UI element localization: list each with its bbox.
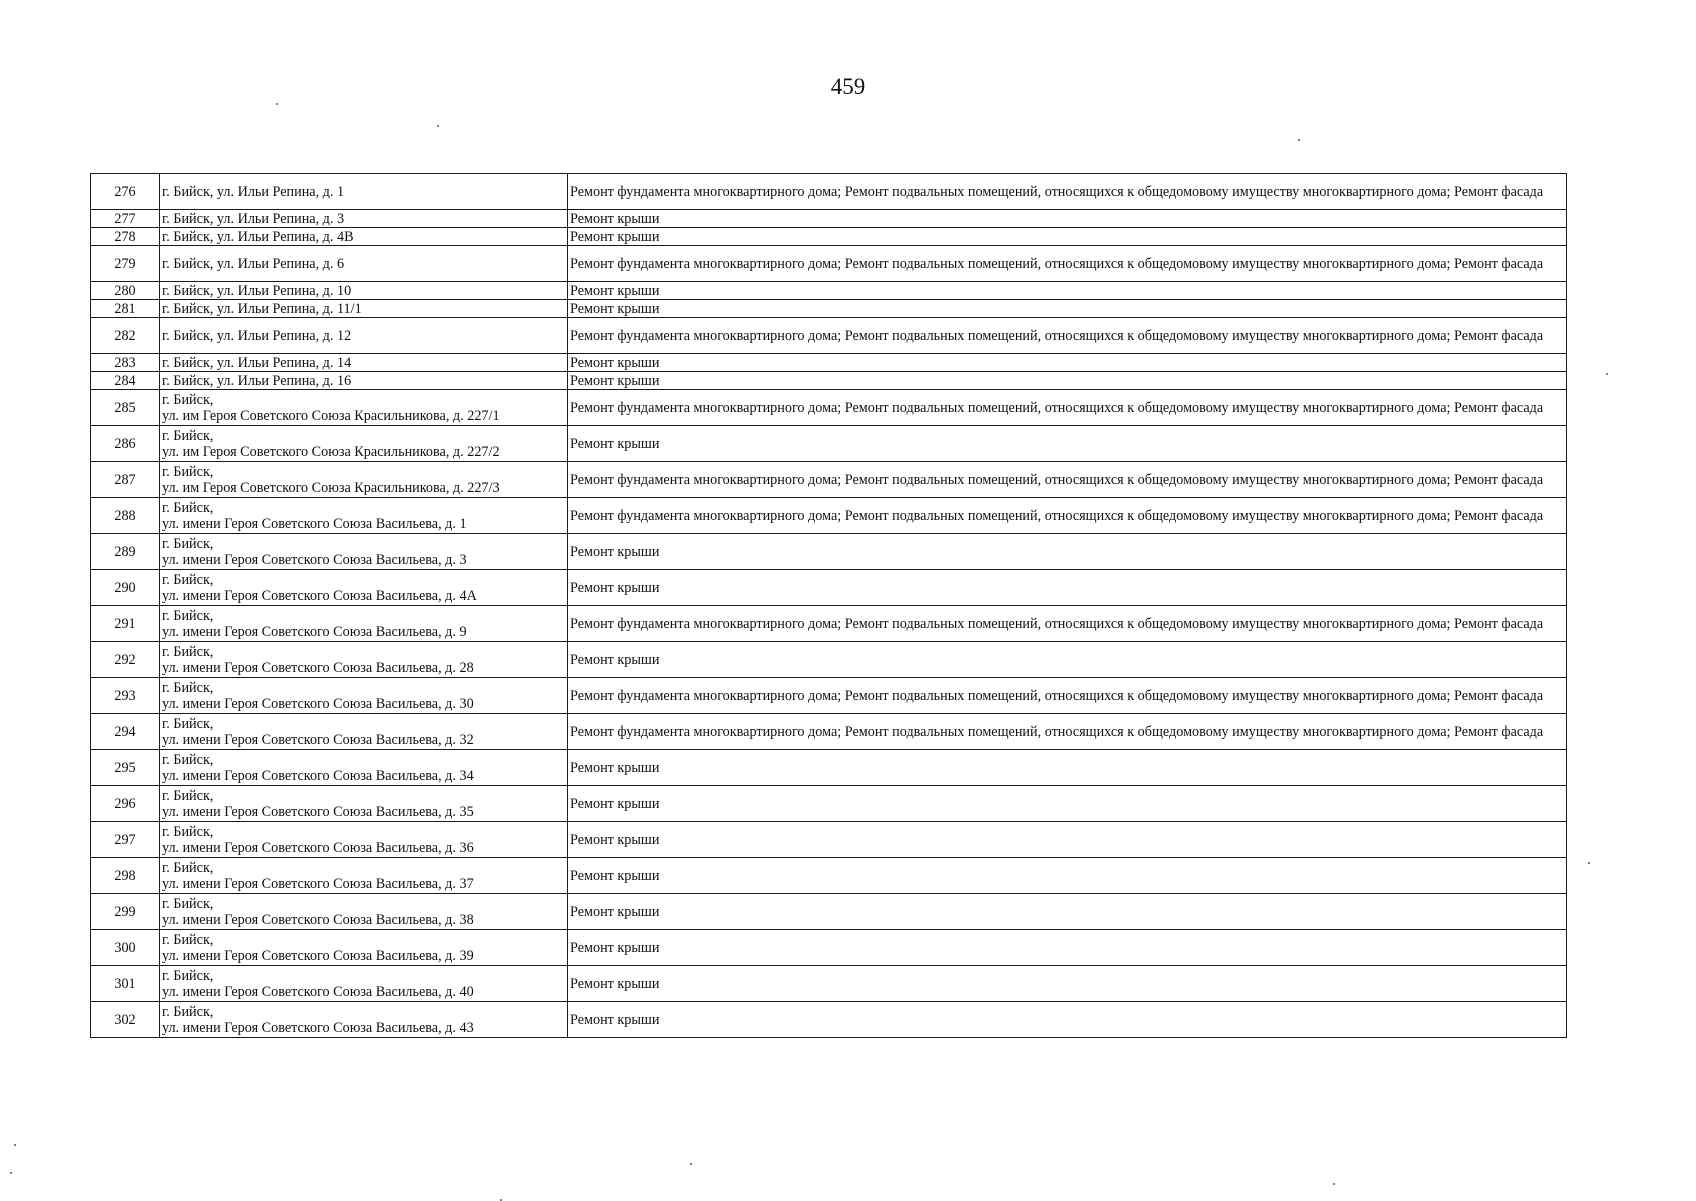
table-row xyxy=(91,966,1567,1002)
work-type-cell: Ремонт крыши xyxy=(568,426,1567,462)
table-row xyxy=(91,570,1567,606)
work-type-cell: Ремонт фундамента многоквартирного дома; Ремонт подвальных помещений, относящихся к общедомовому имуществу многоквартирного дома; Ремонт фасада xyxy=(568,678,1567,714)
address-line: г. Бийск, xyxy=(162,931,214,948)
address-line: ул. имени Героя Советского Союза Васильева, д. 34 xyxy=(162,767,474,784)
address-line: ул. имени Героя Советского Союза Васильева, д. 35 xyxy=(162,803,474,820)
table-row xyxy=(91,390,1567,426)
row-number: 282 xyxy=(91,318,160,354)
row-number: 291 xyxy=(91,606,160,642)
address-cell xyxy=(160,750,568,786)
table-row xyxy=(91,786,1567,822)
work-type-cell: Ремонт крыши xyxy=(568,300,1567,318)
row-number: 294 xyxy=(91,714,160,750)
table-row xyxy=(91,534,1567,570)
work-type-cell: Ремонт крыши xyxy=(568,570,1567,606)
address-line: г. Бийск, ул. Ильи Репина, д. 14 xyxy=(162,354,352,371)
repair-list-table xyxy=(90,173,1567,1038)
table-row xyxy=(91,174,1567,210)
row-number: 283 xyxy=(91,354,160,372)
address-cell xyxy=(160,462,568,498)
scan-speck xyxy=(276,103,278,105)
table-row xyxy=(91,606,1567,642)
address-line: ул. им Героя Советского Союза Красильникова, д. 227/2 xyxy=(162,443,500,460)
address-line: г. Бийск, ул. Ильи Репина, д. 1 xyxy=(162,183,345,200)
address-line: г. Бийск, xyxy=(162,895,214,912)
address-cell xyxy=(160,228,568,246)
address-cell xyxy=(160,534,568,570)
row-number: 286 xyxy=(91,426,160,462)
address-line: ул. имени Героя Советского Союза Васильева, д. 28 xyxy=(162,659,474,676)
address-line: г. Бийск, xyxy=(162,391,214,408)
work-type-cell: Ремонт крыши xyxy=(568,642,1567,678)
address-cell xyxy=(160,786,568,822)
page-number: 459 xyxy=(830,74,866,99)
address-line: ул. имени Героя Советского Союза Васильева, д. 38 xyxy=(162,911,474,928)
table-row xyxy=(91,426,1567,462)
work-type-cell: Ремонт крыши xyxy=(568,1002,1567,1038)
address-cell xyxy=(160,318,568,354)
row-number: 277 xyxy=(91,210,160,228)
work-type-cell: Ремонт крыши xyxy=(568,210,1567,228)
address-line: г. Бийск, xyxy=(162,643,214,660)
address-line: г. Бийск, xyxy=(162,535,214,552)
row-number: 276 xyxy=(91,174,160,210)
row-number: 280 xyxy=(91,282,160,300)
work-type-cell: Ремонт крыши xyxy=(568,354,1567,372)
address-line: ул. имени Героя Советского Союза Васильева, д. 1 xyxy=(162,515,467,532)
table-body xyxy=(91,174,1567,1038)
address-line: ул. имени Героя Советского Союза Васильева, д. 9 xyxy=(162,623,467,640)
address-line: ул. имени Героя Советского Союза Васильева, д. 39 xyxy=(162,947,474,964)
table-row xyxy=(91,462,1567,498)
table-row xyxy=(91,300,1567,318)
address-cell xyxy=(160,930,568,966)
table-row xyxy=(91,282,1567,300)
address-line: г. Бийск, ул. Ильи Репина, д. 3 xyxy=(162,210,345,227)
table-row xyxy=(91,210,1567,228)
table-row xyxy=(91,678,1567,714)
row-number: 296 xyxy=(91,786,160,822)
address-cell xyxy=(160,426,568,462)
scan-speck xyxy=(14,1144,16,1146)
row-number: 278 xyxy=(91,228,160,246)
address-cell xyxy=(160,678,568,714)
table-row xyxy=(91,354,1567,372)
table-row xyxy=(91,1002,1567,1038)
work-type-cell: Ремонт крыши xyxy=(568,966,1567,1002)
table-row xyxy=(91,750,1567,786)
table-row xyxy=(91,894,1567,930)
scan-speck xyxy=(1298,139,1300,141)
address-cell xyxy=(160,210,568,228)
address-line: г. Бийск, ул. Ильи Репина, д. 12 xyxy=(162,327,352,344)
scan-speck xyxy=(10,1172,12,1174)
row-number: 288 xyxy=(91,498,160,534)
table-row xyxy=(91,246,1567,282)
work-type-cell: Ремонт фундамента многоквартирного дома; Ремонт подвальных помещений, относящихся к общедомовому имуществу многоквартирного дома; Ремонт фасада xyxy=(568,498,1567,534)
work-type-cell: Ремонт крыши xyxy=(568,858,1567,894)
address-cell xyxy=(160,174,568,210)
address-line: г. Бийск, ул. Ильи Репина, д. 10 xyxy=(162,282,352,299)
row-number: 284 xyxy=(91,372,160,390)
work-type-cell: Ремонт фундамента многоквартирного дома; Ремонт подвальных помещений, относящихся к общедомовому имуществу многоквартирного дома; Ремонт фасада xyxy=(568,318,1567,354)
work-type-cell: Ремонт фундамента многоквартирного дома; Ремонт подвальных помещений, относящихся к общедомовому имуществу многоквартирного дома; Ремонт фасада xyxy=(568,246,1567,282)
address-line: ул. имени Героя Советского Союза Васильева, д. 43 xyxy=(162,1019,474,1036)
address-line: г. Бийск, xyxy=(162,571,214,588)
address-cell xyxy=(160,354,568,372)
address-cell xyxy=(160,714,568,750)
address-line: г. Бийск, xyxy=(162,607,214,624)
table-row xyxy=(91,318,1567,354)
table-row xyxy=(91,714,1567,750)
table-row xyxy=(91,930,1567,966)
scan-speck xyxy=(1588,862,1590,864)
row-number: 299 xyxy=(91,894,160,930)
address-line: ул. имени Героя Советского Союза Васильева, д. 37 xyxy=(162,875,474,892)
table-row xyxy=(91,498,1567,534)
work-type-cell: Ремонт крыши xyxy=(568,930,1567,966)
work-type-cell: Ремонт крыши xyxy=(568,822,1567,858)
scan-speck xyxy=(437,125,439,127)
address-line: ул. им Героя Советского Союза Красильникова, д. 227/1 xyxy=(162,407,500,424)
table-row xyxy=(91,822,1567,858)
address-line: г. Бийск, xyxy=(162,751,214,768)
row-number: 281 xyxy=(91,300,160,318)
address-line: г. Бийск, xyxy=(162,967,214,984)
table-row xyxy=(91,228,1567,246)
address-line: г. Бийск, xyxy=(162,463,214,480)
address-line: ул. имени Героя Советского Союза Васильева, д. 32 xyxy=(162,731,474,748)
work-type-cell: Ремонт крыши xyxy=(568,228,1567,246)
work-type-cell: Ремонт фундамента многоквартирного дома; Ремонт подвальных помещений, относящихся к общедомовому имуществу многоквартирного дома; Ремонт фасада xyxy=(568,714,1567,750)
work-type-cell: Ремонт крыши xyxy=(568,534,1567,570)
address-cell xyxy=(160,642,568,678)
row-number: 298 xyxy=(91,858,160,894)
row-number: 302 xyxy=(91,1002,160,1038)
address-line: ул. им Героя Советского Союза Красильникова, д. 227/3 xyxy=(162,479,500,496)
table-row xyxy=(91,642,1567,678)
row-number: 289 xyxy=(91,534,160,570)
scan-speck xyxy=(690,1163,692,1165)
address-cell xyxy=(160,390,568,426)
address-line: г. Бийск, xyxy=(162,1003,214,1020)
address-line: ул. имени Героя Советского Союза Васильева, д. 36 xyxy=(162,839,474,856)
address-cell xyxy=(160,246,568,282)
address-line: ул. имени Героя Советского Союза Васильева, д. 3 xyxy=(162,551,467,568)
address-line: г. Бийск, xyxy=(162,679,214,696)
row-number: 300 xyxy=(91,930,160,966)
row-number: 290 xyxy=(91,570,160,606)
work-type-cell: Ремонт фундамента многоквартирного дома; Ремонт подвальных помещений, относящихся к общедомовому имуществу многоквартирного дома; Ремонт фасада xyxy=(568,462,1567,498)
address-line: ул. имени Героя Советского Союза Васильева, д. 40 xyxy=(162,983,474,1000)
address-cell xyxy=(160,570,568,606)
address-line: г. Бийск, ул. Ильи Репина, д. 11/1 xyxy=(162,300,362,317)
work-type-cell: Ремонт крыши xyxy=(568,750,1567,786)
work-type-cell: Ремонт фундамента многоквартирного дома; Ремонт подвальных помещений, относящихся к общедомовому имуществу многоквартирного дома; Ремонт фасада xyxy=(568,390,1567,426)
work-type-cell: Ремонт фундамента многоквартирного дома; Ремонт подвальных помещений, относящихся к общедомовому имуществу многоквартирного дома; Ремонт фасада xyxy=(568,606,1567,642)
address-line: г. Бийск, xyxy=(162,427,214,444)
row-number: 293 xyxy=(91,678,160,714)
address-line: г. Бийск, ул. Ильи Репина, д. 4В xyxy=(162,228,354,245)
address-cell xyxy=(160,300,568,318)
address-cell xyxy=(160,606,568,642)
work-type-cell: Ремонт крыши xyxy=(568,786,1567,822)
address-line: ул. имени Героя Советского Союза Васильева, д. 30 xyxy=(162,695,474,712)
work-type-cell: Ремонт крыши xyxy=(568,372,1567,390)
address-cell xyxy=(160,894,568,930)
table-row xyxy=(91,372,1567,390)
row-number: 285 xyxy=(91,390,160,426)
address-line: г. Бийск, ул. Ильи Репина, д. 6 xyxy=(162,255,345,272)
address-cell xyxy=(160,858,568,894)
row-number: 301 xyxy=(91,966,160,1002)
address-line: г. Бийск, ул. Ильи Репина, д. 16 xyxy=(162,372,352,389)
scan-speck xyxy=(1333,1183,1335,1185)
work-type-cell: Ремонт фундамента многоквартирного дома; Ремонт подвальных помещений, относящихся к общедомовому имуществу многоквартирного дома; Ремонт фасада xyxy=(568,174,1567,210)
row-number: 295 xyxy=(91,750,160,786)
address-line: ул. имени Героя Советского Союза Васильева, д. 4А xyxy=(162,587,477,604)
scan-speck xyxy=(1606,373,1608,375)
table-row xyxy=(91,858,1567,894)
work-type-cell: Ремонт крыши xyxy=(568,894,1567,930)
work-type-cell: Ремонт крыши xyxy=(568,282,1567,300)
address-line: г. Бийск, xyxy=(162,499,214,516)
address-line: г. Бийск, xyxy=(162,715,214,732)
address-cell xyxy=(160,1002,568,1038)
address-line: г. Бийск, xyxy=(162,859,214,876)
address-cell xyxy=(160,966,568,1002)
row-number: 279 xyxy=(91,246,160,282)
row-number: 292 xyxy=(91,642,160,678)
address-cell xyxy=(160,282,568,300)
address-line: г. Бийск, xyxy=(162,787,214,804)
address-cell xyxy=(160,372,568,390)
address-line: г. Бийск, xyxy=(162,823,214,840)
address-cell xyxy=(160,498,568,534)
row-number: 297 xyxy=(91,822,160,858)
row-number: 287 xyxy=(91,462,160,498)
address-cell xyxy=(160,822,568,858)
